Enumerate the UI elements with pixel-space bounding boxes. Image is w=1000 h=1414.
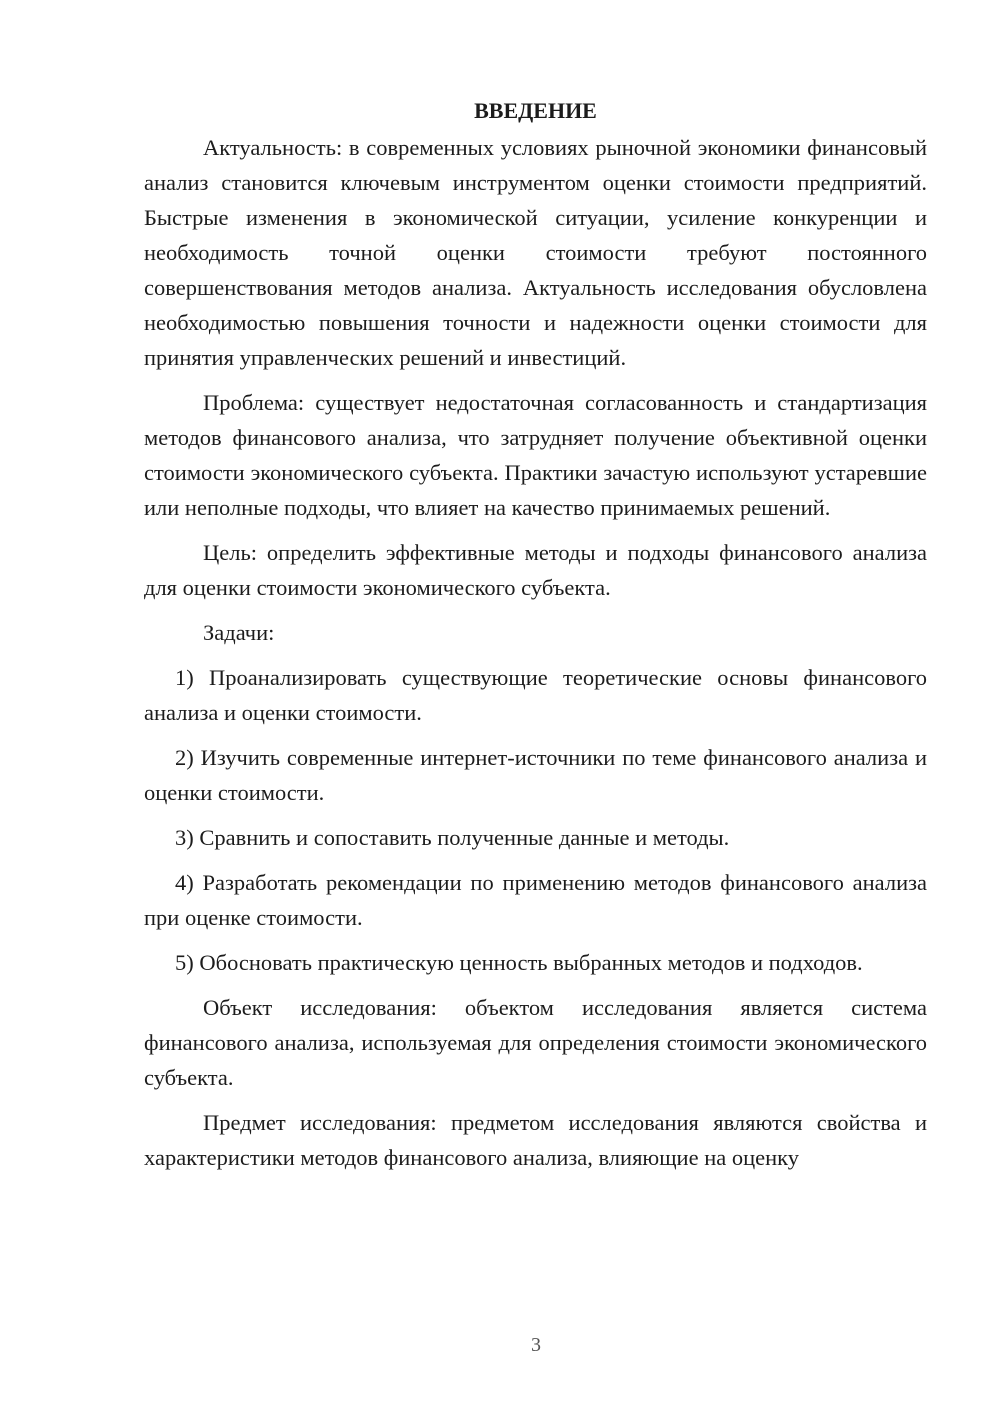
section-title: ВВЕДЕНИЕ [474, 98, 597, 123]
paragraph-problem: Проблема: существует недостаточная согласованность и стандартизация методов финансового анализа, что затрудняет получение объективной оценки стоимости экономического субъекта. Практики зачастую используют устаревшие или неполные подходы, что влияет на качество принимаемых решений. [144, 390, 927, 520]
tasks-heading: Задачи: [203, 620, 275, 645]
task-item: 1) Проанализировать существующие теоретические основы финансового анализа и оценки стоимости. [144, 665, 927, 725]
paragraph-subject: Предмет исследования: предметом исследования являются свойства и характеристики методов финансового анализа, влияющие на оценку [144, 1110, 927, 1170]
task-item: 5) Обосновать практическую ценность выбранных методов и подходов. [175, 950, 863, 975]
paragraph-goal: Цель: определить эффективные методы и подходы финансового анализа для оценки стоимости экономического субъекта. [144, 540, 927, 600]
page-number: 3 [531, 1334, 541, 1356]
page-content [144, 92, 927, 1175]
paragraph-relevance: Актуальность: в современных условиях рыночной экономики финансовый анализ становится ключевым инструментом оценки стоимости предприятий. Быстрые изменения в экономической ситуации, усиление конкуренции и необходимость точной оценки стоимости требуют постоянного совершенствования методов анализа. Актуальность исследования обусловлена необходимостью повышения точности и надежности оценки стоимости для принятия управленческих решений и инвестиций. [144, 135, 927, 370]
task-item: 3) Сравнить и сопоставить полученные данные и методы. [175, 825, 730, 850]
paragraph-object: Объект исследования: объектом исследования является система финансового анализа, используемая для определения стоимости экономического субъекта. [144, 995, 927, 1090]
task-item: 4) Разработать рекомендации по применению методов финансового анализа при оценке стоимости. [144, 870, 927, 930]
task-item: 2) Изучить современные интернет-источники по теме финансового анализа и оценки стоимости. [144, 745, 927, 805]
